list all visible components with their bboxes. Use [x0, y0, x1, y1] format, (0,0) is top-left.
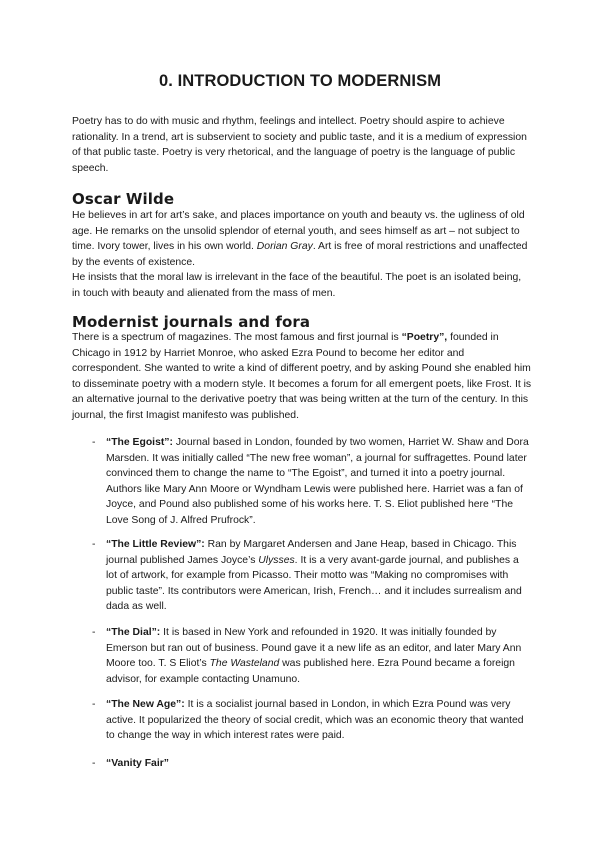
wilde-paragraph	[72, 208, 532, 301]
intro-text: Poetry has to do with music and rhythm, feelings and intellect. Poetry should aspire to achieve rationality. In a trend, art is subservient to society and public taste, and it is a medium of expression of that public taste. Poetry is very rhetorical, and the language of poetry is the language of public speech.	[72, 116, 527, 174]
wasteland-title: The Wasteland	[209, 658, 280, 669]
intro-paragraph	[72, 114, 532, 176]
journal-name: “The Dial”:	[106, 627, 161, 638]
dorian-gray-title: Dorian Gray	[256, 241, 313, 252]
ulysses-title: Ulysses	[258, 554, 295, 566]
journal-name: “The Little Review”:	[106, 539, 205, 550]
wilde-text-2: He insists that the moral law is irrelevant in the face of the beautiful. The poet is an isolated being, in touch with beauty and alienated from the mass of men.	[72, 272, 522, 299]
journal-name: “The Egoist”:	[106, 437, 173, 448]
journals-paragraph	[72, 330, 532, 423]
poetry-journal-name: “Poetry”,	[401, 332, 448, 343]
bullet-dash: -	[92, 539, 96, 550]
bullet-dash: -	[92, 437, 96, 448]
bullet-dash: -	[92, 699, 96, 710]
section-heading-journals: Modernist journals and fora	[72, 313, 311, 331]
bullet-dash: -	[92, 758, 96, 769]
wilde-text-1: He believes in art for art’s sake, and places importance on youth and beauty vs. the ugliness of old age. He remarks on the unsolid splendor of eternal youth, and sees himself as art – not subject to time. Ivory tower, lives in his own world. Dorian Gray. Art is free of moral restrictions and unaffected by the events of existence.	[72, 210, 528, 268]
journal-name: “The New Age”:	[106, 699, 185, 710]
bullet-dash: -	[92, 627, 96, 638]
journal-name: “Vanity Fair”	[106, 758, 169, 769]
journals-text: There is a spectrum of magazines. The most famous and first journal is “Poetry”, founded in Chicago in 1912 by Harriet Monroe, who asked Ezra Pound to become her editor and correspondent. She wanted to write a kind of different poetry, and by asking Pound she enabled him to disseminate poetry with a modern style. It becomes a forum for all emergent poets, like Frost. It is an alternative journal to the derivative poetry that was being written at the turn of the century. In this journal, the first Imagist manifesto was published.	[72, 332, 532, 421]
page-title: 0. INTRODUCTION TO MODERNISM	[158, 72, 442, 90]
section-heading-oscar-wilde: Oscar Wilde	[72, 190, 175, 208]
document-page: 0. INTRODUCTION TO MODERNISM Poetry has to do with music and rhythm, feelings and intellect. Poetry should aspire to achieve rationality. In a trend, art is subservient to society and public taste, and it is a medium of expression of that public taste. Poetry is very rhetorical, and the language of poetry is the language of public speech. Oscar Wilde He believes in art for art’s sake, and places importance on youth and beauty vs. the ugliness of old age. He remarks on the unsolid splendor of eternal youth, and sees himself as art – not subject to time. Ivory tower, lives in his own world. Dorian Gray. Art is free of moral restrictions and unaffected by the events of existence. He insists that the moral law is irrelevant in the face of the beautiful. The poet is an isolated being, in touch with beauty and alienated from the mass of men. Modernist journals and fora There is a spectrum of magazines. The most famous and first journal is “Poetry”, founded in Chicago in 1912 by Harriet Monroe, who asked Ezra Pound to become her editor and correspondent. She wanted to write a kind of different poetry, and by asking Pound she enabled him to disseminate poetry with a modern style. It becomes a forum for all emergent poets, like Frost. It is an alternative journal to the derivative poetry that was being written at the turn of the century. In this journal, the first Imagist manifesto was published. - “The Egoist”: Journal based in London, founded by two women, Harriet W. Shaw and Dora Marsden. It was initially called “The new free woman”, a journal for suffragettes. Pound later convinced them to change the name to “The Egoist”, and turned it into a poetry journal. Authors like Mary Ann Moore or Wyndham Lewis were published here. Harriet was a fan of Joyce, and Pound also published some of his works here. T. S. Eliot published here “The Love Song of J. Alfred Prufrock”. - “The Little Review”: Ran by Margaret Andersen and Jane Heap, based in Chicago. This journal published James Joyce’s Ulysses. It is a very avant-garde journal, and publishes a lot of artwork, for example from Picasso. Their motto was “Making no compromises with public taste”. Its contributors were American, Irish, French… and it includes surrealism and dada as well. - “The Dial”: It is based in New York and refounded in 1920. It was initially founded by Emerson but ran out of business. Pound gave it a new life as an editor, and later Mary Ann Moore too. T. S Eliot’s The Wasteland was published here. Ezra Pound became a foreign advisor, for example contacting Unamuno. - “The New Age”: It is a socialist journal based in London, in which Ezra Pound was very active. It popularized the theory of social credit, which was an economic theory that wanted to change the way in which interest rates were paid. - “Vanity Fair”	[0, 0, 600, 848]
